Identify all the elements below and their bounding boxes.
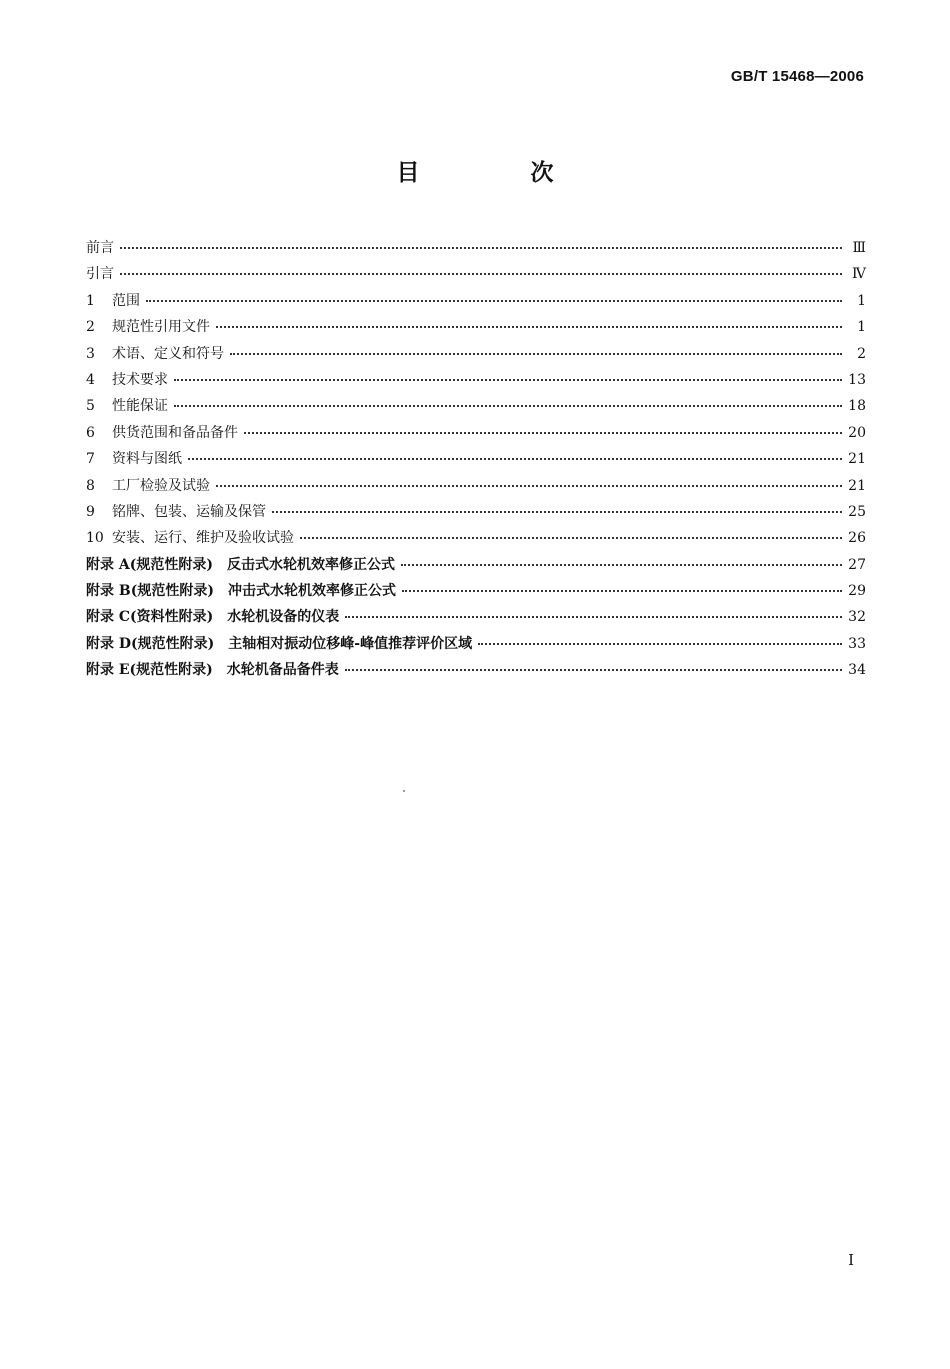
toc-entry-number: 8 [86, 477, 95, 494]
standard-code: GB/T 15468—2006 [730, 68, 864, 85]
toc-entry-title: 资料与图纸 [112, 451, 182, 468]
toc-entry-page: 20 [848, 424, 866, 441]
table-of-contents [86, 235, 866, 684]
toc-leader-dots [345, 616, 842, 618]
toc-entry-page: 34 [848, 662, 866, 679]
toc-entry-page: Ⅳ [852, 266, 866, 283]
toc-entry-number: 9 [86, 503, 95, 520]
toc-entry-4[interactable] [86, 367, 866, 393]
toc-entry-annex-b[interactable] [86, 578, 866, 604]
toc-entry-title: 范围 [112, 292, 140, 309]
toc-entry-annex-a[interactable] [86, 552, 866, 578]
toc-entry-page: 33 [848, 635, 866, 652]
toc-leader-dots [345, 669, 842, 671]
toc-leader-dots [216, 326, 842, 328]
toc-entry-title: 引言 [86, 266, 114, 283]
toc-entry-annex-c[interactable] [86, 604, 866, 630]
toc-entry-1[interactable] [86, 288, 866, 314]
toc-leader-dots [146, 300, 842, 302]
toc-entry-5[interactable] [86, 393, 866, 419]
toc-entry-foreword[interactable] [86, 235, 866, 261]
toc-entry-9[interactable] [86, 499, 866, 525]
toc-entry-page: 1 [857, 292, 866, 309]
toc-entry-7[interactable] [86, 446, 866, 472]
toc-entry-10[interactable] [86, 525, 866, 551]
toc-entry-number: 1 [86, 292, 95, 309]
toc-leader-dots [401, 564, 842, 566]
scan-speck [403, 790, 405, 792]
toc-leader-dots [230, 353, 842, 355]
toc-entry-3[interactable] [86, 341, 866, 367]
toc-entry-title: 安装、运行、维护及验收试验 [112, 530, 294, 547]
toc-entry-title: 附录 E(规范性附录) 水轮机备品备件表 [86, 662, 339, 679]
toc-entry-annex-e[interactable] [86, 657, 866, 683]
toc-leader-dots [478, 643, 842, 645]
toc-entry-title: 铭牌、包装、运输及保管 [112, 503, 266, 520]
toc-leader-dots [120, 273, 842, 275]
toc-entry-page: 21 [848, 451, 866, 468]
toc-entry-number: 4 [86, 371, 95, 388]
toc-leader-dots [402, 590, 842, 592]
toc-entry-page: 32 [848, 609, 866, 626]
toc-entry-page: 27 [848, 556, 866, 573]
toc-entry-number: 3 [86, 345, 95, 362]
toc-entry-page: 26 [848, 530, 866, 547]
toc-entry-title: 工厂检验及试验 [112, 477, 210, 494]
toc-leader-dots [174, 379, 842, 381]
toc-entry-title: 附录 A(规范性附录) 反击式水轮机效率修正公式 [86, 556, 395, 573]
toc-entry-annex-d[interactable] [86, 631, 866, 657]
toc-entry-number: 7 [86, 451, 95, 468]
toc-entry-title: 附录 D(规范性附录) 主轴相对振动位移峰-峰值推荐评价区域 [86, 635, 473, 652]
toc-leader-dots [188, 458, 842, 460]
toc-entry-number: 2 [86, 319, 95, 336]
toc-entry-page: 29 [848, 583, 866, 600]
toc-leader-dots [272, 511, 842, 513]
toc-entry-title: 规范性引用文件 [112, 319, 210, 336]
toc-entry-page: 2 [857, 345, 866, 362]
toc-entry-page: 18 [848, 398, 866, 415]
toc-entry-title: 性能保证 [112, 398, 168, 415]
toc-entry-page: 1 [857, 319, 866, 336]
toc-leader-dots [300, 537, 842, 539]
toc-entry-number: 10 [86, 530, 104, 547]
toc-entry-page: Ⅲ [852, 240, 866, 256]
toc-entry-page: 13 [848, 371, 866, 388]
toc-entry-page: 25 [848, 503, 866, 520]
toc-leader-dots [244, 432, 842, 434]
toc-entry-8[interactable] [86, 473, 866, 499]
toc-entry-title: 附录 C(资料性附录) 水轮机设备的仪表 [86, 609, 340, 626]
toc-leader-dots [120, 247, 842, 249]
toc-entry-number: 5 [86, 398, 95, 415]
toc-entry-number: 6 [86, 424, 95, 441]
toc-entry-title: 术语、定义和符号 [112, 345, 224, 362]
toc-entry-6[interactable] [86, 420, 866, 446]
toc-entry-title: 技术要求 [112, 371, 168, 388]
toc-entry-introduction[interactable] [86, 261, 866, 287]
page-number: I [848, 1251, 854, 1269]
page-title: 目 次 [396, 160, 598, 186]
toc-entry-title: 前言 [86, 240, 114, 256]
toc-entry-2[interactable] [86, 314, 866, 340]
toc-entry-page: 21 [848, 477, 866, 494]
toc-leader-dots [216, 485, 842, 487]
toc-leader-dots [174, 405, 842, 407]
toc-entry-title: 附录 B(规范性附录) 冲击式水轮机效率修正公式 [86, 583, 396, 600]
toc-entry-title: 供货范围和备品备件 [112, 424, 238, 441]
